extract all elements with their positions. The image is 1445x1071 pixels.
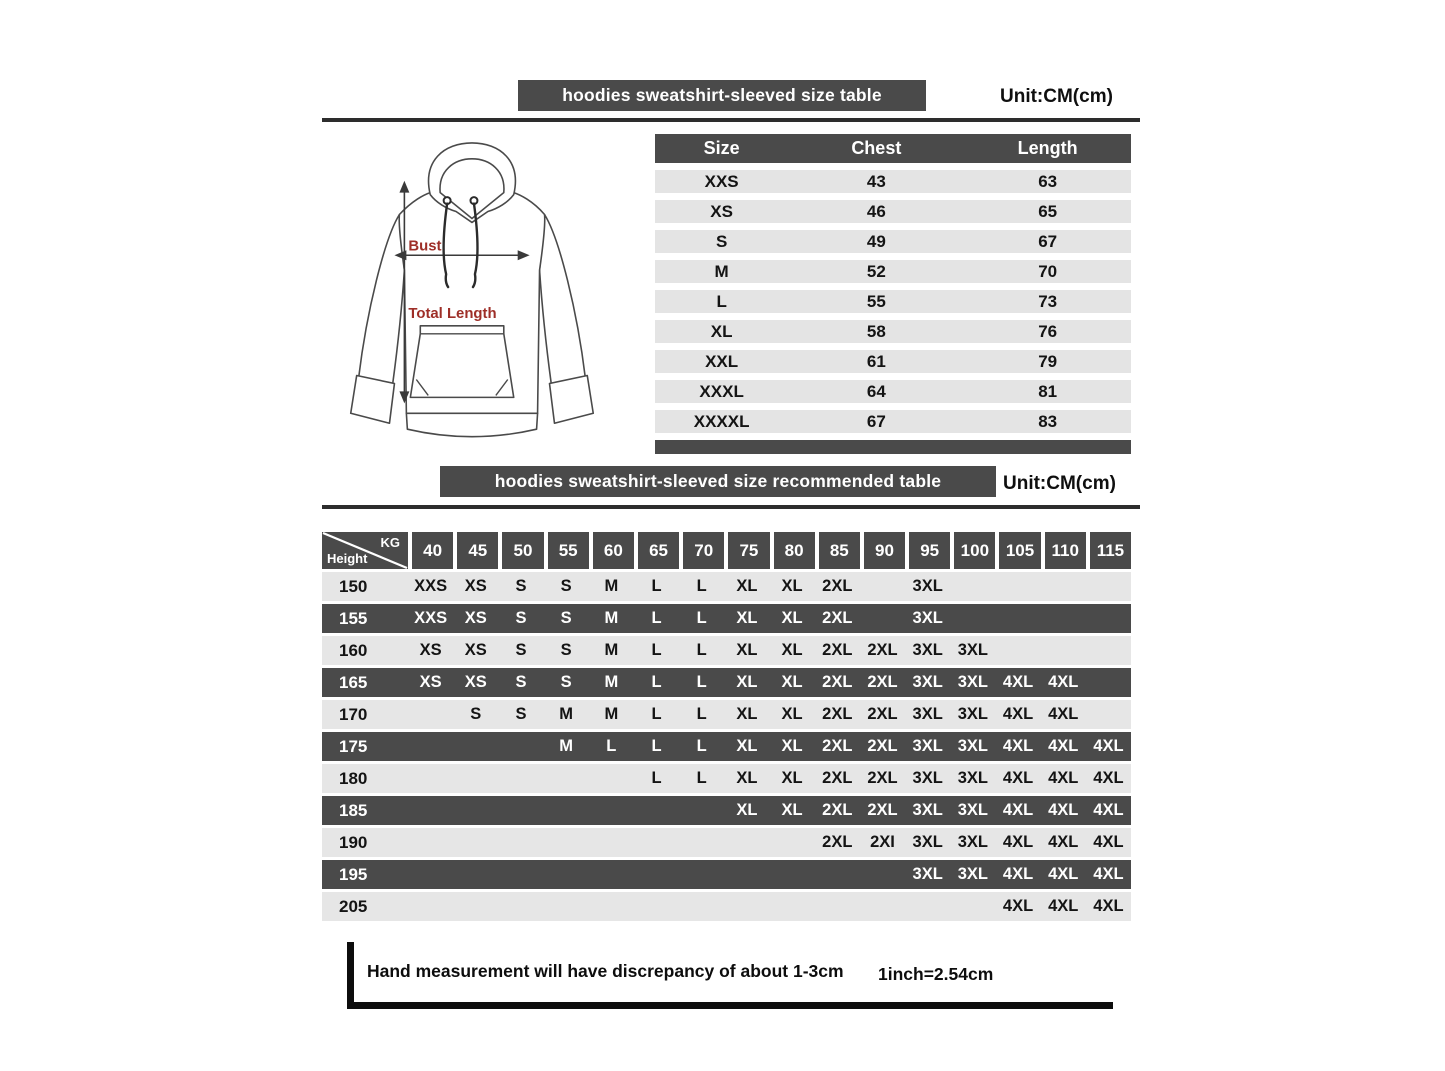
recommendation-row xyxy=(322,828,1131,857)
size-recommendation-cell: 4XL xyxy=(1048,833,1079,851)
size-recommendation-cell: XXS xyxy=(414,609,448,627)
size-recommendation-cell: S xyxy=(515,641,527,659)
size-recommendation-cell: L xyxy=(696,769,707,787)
size-recommendation-cell: 3XL xyxy=(912,833,943,851)
size-recommendation-cell: 3XL xyxy=(957,641,988,659)
hoodie-left-cuff xyxy=(351,376,395,424)
size-recommendation-cell: 4XL xyxy=(1093,833,1124,851)
size-recommendation-cell: M xyxy=(559,705,574,723)
size-name-cell: S xyxy=(715,232,728,251)
size-recommendation-cell: XL xyxy=(781,705,803,723)
weight-header-cell: 115 xyxy=(1090,532,1131,569)
size-name-cell: L xyxy=(716,292,727,311)
size-recommendation-cell: 4XL xyxy=(1093,865,1124,883)
size-recommendation-cell: L xyxy=(696,609,707,627)
weight-header-cell: 90 xyxy=(864,532,905,569)
size-recommendation-cell: L xyxy=(651,641,662,659)
size-recommendation-cell: 4XL xyxy=(1093,897,1124,915)
matrix-body xyxy=(322,572,1131,921)
size-recommendation-cell: 3XL xyxy=(912,801,943,819)
size-recommendation-cell: 4XL xyxy=(1048,673,1079,691)
size-recommendation-cell: 3XL xyxy=(957,737,988,755)
size-recommendation-cell: 3XL xyxy=(912,865,943,883)
chest-value-cell: 55 xyxy=(866,292,886,311)
weight-header-cell: 40 xyxy=(412,532,453,569)
recommendation-row xyxy=(322,892,1131,921)
size-recommendation-matrix xyxy=(322,532,1131,924)
length-value-cell: 76 xyxy=(1038,322,1058,341)
size-recommendation-cell: 4XL xyxy=(1048,769,1079,787)
weight-header-cell: 100 xyxy=(954,532,995,569)
size-recommendation-cell: 2XL xyxy=(822,737,853,755)
chest-column-header: Chest xyxy=(851,138,902,158)
size-table-row xyxy=(655,200,1131,223)
total-length-arrow-top xyxy=(399,181,409,193)
total-length-label: Total Length xyxy=(408,305,497,322)
size-table-row xyxy=(655,410,1131,433)
hoodie-right-sleeve xyxy=(540,215,586,386)
size-recommendation-cell: 4XL xyxy=(1002,833,1034,851)
size-name-cell: XL xyxy=(710,322,733,341)
recommendation-row xyxy=(322,572,1131,601)
size-recommendation-cell: 4XL xyxy=(1002,737,1034,755)
size-recommendation-cell: L xyxy=(651,673,662,691)
height-label: 160 xyxy=(339,641,368,660)
size-recommendation-cell: 4XL xyxy=(1002,769,1034,787)
size-recommendation-cell: 3XL xyxy=(957,865,988,883)
chest-value-cell: 58 xyxy=(866,322,886,341)
size-recommendation-cell: S xyxy=(560,609,572,627)
size-table-header-row xyxy=(655,134,1131,163)
size-recommendation-cell: XL xyxy=(736,609,758,627)
size-recommendation-cell: 2XL xyxy=(822,801,853,819)
size-recommendation-cell: S xyxy=(515,705,527,723)
size-recommendation-cell: XL xyxy=(736,801,758,819)
size-recommendation-cell: XS xyxy=(464,577,487,595)
bust-label: Bust xyxy=(408,238,442,255)
size-recommendation-cell: M xyxy=(604,705,619,723)
size-table-bottom-bar xyxy=(655,440,1131,454)
size-recommendation-cell: L xyxy=(651,769,662,787)
size-recommendation-cell: S xyxy=(560,577,572,595)
height-label: 180 xyxy=(339,769,368,788)
size-recommendation-cell: M xyxy=(604,577,619,595)
size-recommendation-cell: L xyxy=(651,609,662,627)
size-recommendation-cell: 2XL xyxy=(822,673,853,691)
size-recommendation-cell: XL xyxy=(781,641,803,659)
size-recommendation-cell: XL xyxy=(781,577,803,595)
size-name-cell: XXXXL xyxy=(693,412,750,431)
weight-header-cell: 55 xyxy=(548,532,589,569)
height-label: 170 xyxy=(339,705,368,724)
recommended-table-unit-label: Unit:CM(cm) xyxy=(1003,473,1116,494)
size-recommendation-cell: XL xyxy=(781,609,803,627)
height-label: 165 xyxy=(339,673,368,692)
weight-header-cell: 45 xyxy=(457,532,498,569)
size-recommendation-cell: S xyxy=(560,641,572,659)
size-recommendation-cell: 3XL xyxy=(957,801,988,819)
measurement-discrepancy-note: Hand measurement will have discrepancy of about 1-3cm xyxy=(367,961,844,981)
size-recommendation-cell: 3XL xyxy=(912,737,943,755)
size-recommendation-cell: XS xyxy=(419,673,442,691)
size-recommendation-cell: 3XL xyxy=(912,769,943,787)
size-recommendation-cell: 3XL xyxy=(957,673,988,691)
size-recommendation-cell: XL xyxy=(736,673,758,691)
size-name-cell: XXL xyxy=(705,352,739,371)
height-label: 155 xyxy=(339,609,368,628)
size-recommendation-cell: 2XL xyxy=(867,705,898,723)
size-name-cell: XS xyxy=(710,202,733,221)
size-recommendation-cell: 2XL xyxy=(867,769,898,787)
size-table-body xyxy=(655,170,1131,433)
size-recommendation-cell: 3XL xyxy=(912,609,943,627)
size-recommendation-cell: XL xyxy=(736,577,758,595)
weight-header-cell: 65 xyxy=(638,532,679,569)
size-recommendation-cell: 2XL xyxy=(822,769,853,787)
size-name-cell: XXXL xyxy=(699,382,744,401)
size-recommendation-cell: 4XL xyxy=(1048,865,1079,883)
chest-value-cell: 67 xyxy=(866,412,886,431)
size-recommendation-cell: 2XL xyxy=(822,641,853,659)
hoodie-right-cuff xyxy=(550,376,594,424)
size-recommendation-cell: 3XL xyxy=(912,577,943,595)
height-label: 205 xyxy=(339,897,368,916)
hoodie-measurement-diagram xyxy=(332,133,604,461)
height-label: 175 xyxy=(339,737,368,756)
size-column-header: Size xyxy=(703,138,740,158)
size-recommendation-cell: XXS xyxy=(414,577,448,595)
size-recommendation-cell: 4XL xyxy=(1048,801,1079,819)
length-value-cell: 83 xyxy=(1038,412,1058,431)
size-recommendation-cell: 4XL xyxy=(1002,705,1034,723)
size-recommendation-cell: XL xyxy=(781,673,803,691)
corner-kg-label: KG xyxy=(380,535,400,550)
weight-header-cell: 60 xyxy=(593,532,634,569)
recommendation-row xyxy=(322,764,1131,793)
size-recommendation-cell: XL xyxy=(736,737,758,755)
size-recommendation-cell: L xyxy=(696,737,707,755)
length-column-header: Length xyxy=(1017,138,1078,158)
size-name-cell: XXS xyxy=(704,172,739,191)
size-recommendation-cell: S xyxy=(560,673,572,691)
size-recommendation-cell: 4XL xyxy=(1002,897,1034,915)
height-label: 150 xyxy=(339,577,368,596)
recommendation-row xyxy=(322,636,1131,665)
matrix-header-row xyxy=(322,532,1131,569)
size-recommendation-cell: 4XL xyxy=(1048,897,1079,915)
length-value-cell: 70 xyxy=(1038,262,1058,281)
length-value-cell: 73 xyxy=(1038,292,1058,311)
footer-accent-bar xyxy=(347,942,354,1006)
weight-header-cell: 80 xyxy=(774,532,815,569)
weight-header-cell: 105 xyxy=(999,532,1040,569)
size-recommendation-cell: S xyxy=(515,577,527,595)
size-recommendation-cell: 4XL xyxy=(1048,737,1079,755)
recommendation-row xyxy=(322,700,1131,729)
size-recommendation-cell: 2XL xyxy=(822,577,853,595)
divider-line-top xyxy=(322,118,1140,122)
corner-height-label: Height xyxy=(327,551,368,566)
recommendation-row xyxy=(322,604,1131,633)
size-recommendation-cell: XS xyxy=(464,609,487,627)
size-recommendation-cell: 3XL xyxy=(912,705,943,723)
size-recommendation-cell: 4XL xyxy=(1093,769,1124,787)
weight-header-cell: 50 xyxy=(502,532,543,569)
size-table-title: hoodies sweatshirt-sleeved size table xyxy=(518,80,926,111)
recommended-table-title: hoodies sweatshirt-sleeved size recommended table xyxy=(440,466,996,497)
size-recommendation-cell: 2XL xyxy=(867,673,898,691)
size-recommendation-cell: 2XL xyxy=(822,705,853,723)
size-recommendation-cell: XS xyxy=(464,641,487,659)
size-recommendation-cell: L xyxy=(606,737,617,755)
inch-conversion-note: 1inch=2.54cm xyxy=(878,964,994,984)
size-recommendation-cell: S xyxy=(515,609,527,627)
size-recommendation-cell: 3XL xyxy=(912,641,943,659)
size-recommendation-cell: S xyxy=(470,705,482,723)
recommendation-row xyxy=(322,668,1131,697)
size-recommendation-cell: XS xyxy=(464,673,487,691)
chest-value-cell: 52 xyxy=(866,262,886,281)
size-recommendation-cell: 4XL xyxy=(1002,673,1034,691)
size-recommendation-cell: XL xyxy=(736,705,758,723)
size-recommendation-cell: M xyxy=(604,609,619,627)
footer-underline xyxy=(347,1002,1113,1009)
recommendation-row xyxy=(322,796,1131,825)
size-table-row xyxy=(655,380,1131,403)
size-recommendation-cell: XL xyxy=(781,737,803,755)
size-recommendation-cell: 3XL xyxy=(957,833,988,851)
length-value-cell: 81 xyxy=(1038,382,1058,401)
size-table-unit-label: Unit:CM(cm) xyxy=(1000,86,1113,107)
size-recommendation-cell: 2XL xyxy=(867,641,898,659)
size-table-row xyxy=(655,230,1131,253)
length-value-cell: 65 xyxy=(1038,202,1058,221)
length-value-cell: 79 xyxy=(1038,352,1058,371)
recommendation-row xyxy=(322,732,1131,761)
length-value-cell: 63 xyxy=(1038,172,1058,191)
size-table-row xyxy=(655,290,1131,313)
size-table-row xyxy=(655,170,1131,193)
height-label: 195 xyxy=(339,865,368,884)
weight-header-cell: 70 xyxy=(683,532,724,569)
size-recommendation-cell: 4XL xyxy=(1002,865,1034,883)
size-recommendation-cell: 3XL xyxy=(957,705,988,723)
chest-value-cell: 49 xyxy=(866,232,886,251)
hoodie-waistband xyxy=(406,413,537,436)
size-recommendation-cell: XS xyxy=(419,641,442,659)
weight-header-cell: 95 xyxy=(909,532,950,569)
size-recommendation-cell: M xyxy=(559,737,574,755)
size-recommendation-cell: 2XL xyxy=(867,737,898,755)
size-table-row xyxy=(655,320,1131,343)
weight-header-cell: 85 xyxy=(819,532,860,569)
recommendation-row xyxy=(322,860,1131,889)
hoodie-left-sleeve xyxy=(359,215,405,386)
size-recommendation-cell: L xyxy=(651,705,662,723)
size-recommendation-cell: 4XL xyxy=(1002,801,1034,819)
weight-header-cell: 75 xyxy=(728,532,769,569)
chest-value-cell: 64 xyxy=(866,382,886,401)
divider-line-middle xyxy=(322,505,1140,509)
size-recommendation-cell: 2XL xyxy=(822,609,853,627)
hoodie-pocket xyxy=(410,326,513,398)
size-recommendation-cell: L xyxy=(651,737,662,755)
size-recommendation-cell: M xyxy=(604,641,619,659)
size-recommendation-cell: 2XI xyxy=(870,833,895,851)
size-table-row xyxy=(655,260,1131,283)
size-recommendation-cell: L xyxy=(651,577,662,595)
size-recommendation-cell: 2XL xyxy=(822,833,853,851)
size-recommendation-cell: L xyxy=(696,705,707,723)
height-label: 190 xyxy=(339,833,368,852)
size-recommendation-cell: L xyxy=(696,577,707,595)
size-recommendation-cell: 4XL xyxy=(1093,737,1124,755)
size-recommendation-cell: XL xyxy=(781,801,803,819)
weight-header-cell: 110 xyxy=(1045,532,1086,569)
size-recommendation-cell: XL xyxy=(736,769,758,787)
size-recommendation-cell: S xyxy=(515,673,527,691)
matrix-corner-cell xyxy=(322,532,408,569)
size-table-row xyxy=(655,350,1131,373)
size-recommendation-cell: 2XL xyxy=(867,801,898,819)
chest-value-cell: 43 xyxy=(866,172,886,191)
size-recommendation-cell: 4XL xyxy=(1048,705,1079,723)
chest-value-cell: 46 xyxy=(866,202,886,221)
chest-value-cell: 61 xyxy=(866,352,886,371)
size-recommendation-cell: 3XL xyxy=(957,769,988,787)
size-name-cell: M xyxy=(714,262,729,281)
height-label: 185 xyxy=(339,801,368,820)
size-recommendation-cell: XL xyxy=(781,769,803,787)
size-measurements-table xyxy=(655,134,1131,454)
size-recommendation-cell: XL xyxy=(736,641,758,659)
size-recommendation-cell: L xyxy=(696,673,707,691)
length-value-cell: 67 xyxy=(1038,232,1058,251)
size-recommendation-cell: 3XL xyxy=(912,673,943,691)
size-recommendation-cell: M xyxy=(604,673,619,691)
size-recommendation-cell: L xyxy=(696,641,707,659)
size-recommendation-cell: 4XL xyxy=(1093,801,1124,819)
